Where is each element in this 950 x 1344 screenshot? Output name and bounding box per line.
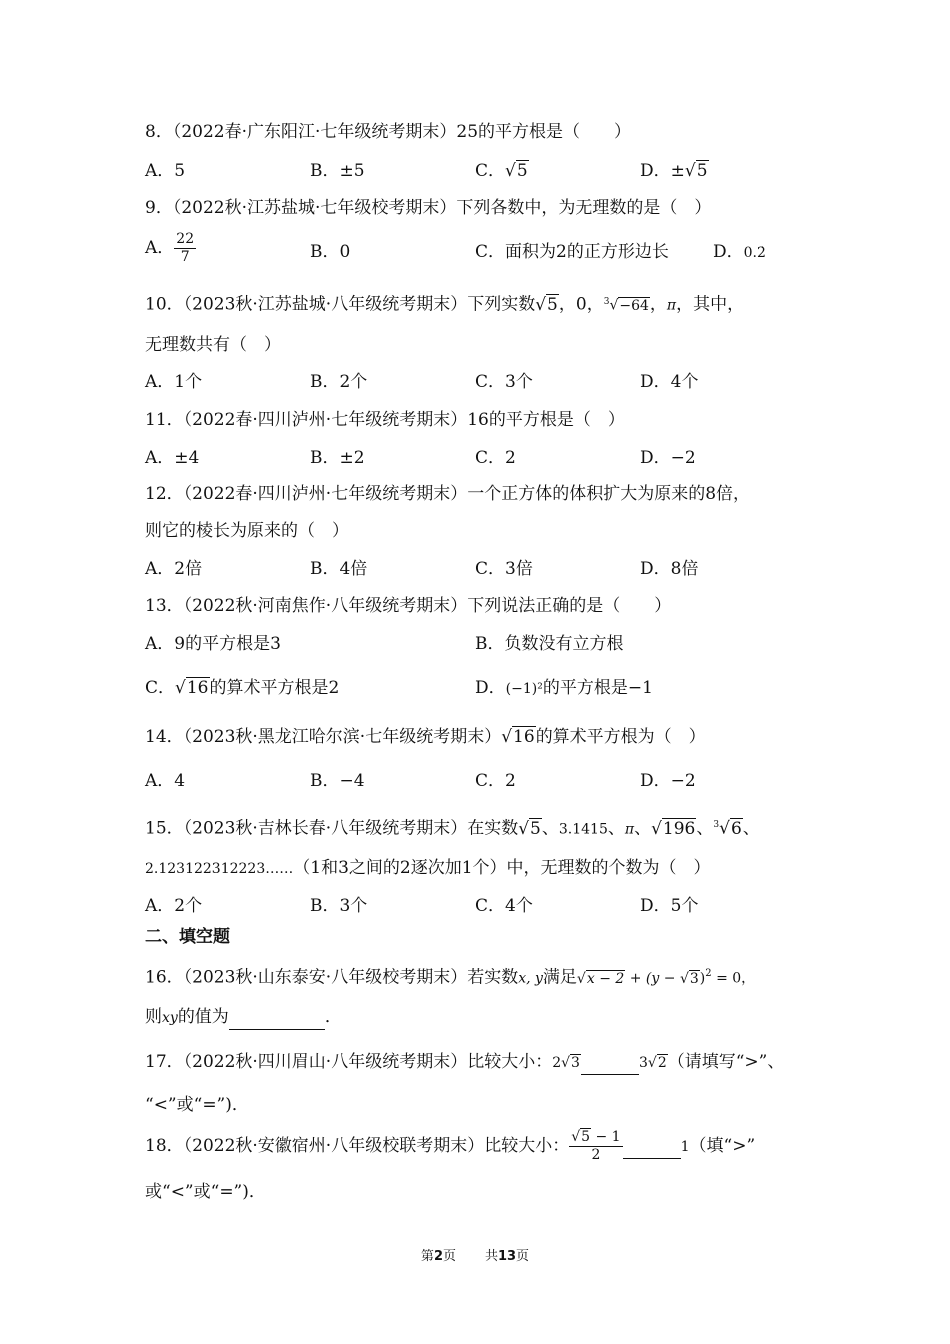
q15-option-b: B．3个 xyxy=(310,896,368,916)
q8-option-b: B．±5 xyxy=(310,161,365,181)
q14-stem-b: 的算术平方根为（ ） xyxy=(535,727,706,747)
q14-stem-a: 14．（2023秋·黑龙江哈尔滨·七年级统考期末） xyxy=(145,727,502,747)
q8-option-d xyxy=(640,159,709,183)
q17-stem-a: 17．（2022秋·四川眉山·八年级统考期末）比较大小： xyxy=(145,1052,553,1072)
q16-stem-line2 xyxy=(145,1005,342,1030)
q9-stem: 9．（2022秋·江苏盐城·七年级校考期末）下列各数中，为无理数的是（ ） xyxy=(145,198,712,218)
q8-c-radical: √5 xyxy=(505,161,528,181)
q16-paren-close: ) xyxy=(699,970,706,987)
q13-d-expr: (−1)² xyxy=(505,681,543,697)
section-heading-fill-in: 二、填空题 xyxy=(145,927,230,947)
q9-option-c: C．面积为2的正方形边长 xyxy=(475,242,669,262)
q10-option-a: A．1个 xyxy=(145,372,203,392)
footer-page-number: 2 xyxy=(433,1249,443,1264)
q12-stem-line2: 则它的棱长为原来的（ ） xyxy=(145,521,349,541)
q8-stem: 8．（2022春·广东阳江·七年级统考期末）25的平方根是（ ） xyxy=(145,122,632,142)
q16-line2-a: 则 xyxy=(145,1007,162,1027)
q15-stem-line2-text: （1和3之间的2逐次加1个）中，无理数的个数为（ ） xyxy=(293,858,711,878)
q18-stem-line2: 或“<”或“=”)． xyxy=(145,1182,266,1202)
q14-option-b: B．−4 xyxy=(310,771,365,791)
q16-equals: = 0， xyxy=(711,970,756,987)
q16-xy: xy xyxy=(162,1010,178,1026)
q12-option-b: B．4倍 xyxy=(310,559,368,579)
q15-sep-4: 、 xyxy=(696,818,714,839)
q10-pi: π xyxy=(666,297,677,314)
q15-radical-1: √5 xyxy=(518,818,541,839)
q18-numerator: √5 − 1 xyxy=(571,1129,621,1145)
q8-option-c xyxy=(475,159,529,183)
q8-c-prefix: C． xyxy=(475,161,506,181)
q16-paren-open: (y − xyxy=(645,970,680,987)
q10-cube-index: 3 xyxy=(603,297,610,307)
q16-radical-2: √3 xyxy=(679,970,699,987)
q13-c-radical: √16 xyxy=(175,678,209,698)
q9-a-denominator: 7 xyxy=(180,249,190,265)
footer-page-prefix: 第 xyxy=(420,1249,434,1264)
q17-rhs-radical: √2 xyxy=(647,1055,667,1071)
q12-option-a: A．2倍 xyxy=(145,559,203,579)
q18-fraction xyxy=(569,1129,622,1164)
q18-stem-b: （填“>” xyxy=(689,1136,756,1156)
q10-cube-root: $^3$√−64 xyxy=(603,297,649,314)
q18-stem-a: 18．（2022秋·安徽宿州·八年级校联考期末）比较大小： xyxy=(145,1136,570,1156)
q14-option-c: C．2 xyxy=(475,771,516,791)
q15-radical-3: √196 xyxy=(651,818,696,839)
q17-lhs-coef: 2 xyxy=(552,1055,562,1071)
page-footer xyxy=(0,1245,950,1264)
q15-cube-index: 3 xyxy=(713,820,720,830)
q11-option-d: D．−2 xyxy=(640,448,696,468)
q8-d-prefix: D．± xyxy=(640,161,685,181)
q12-stem: 12．（2022春·四川泸州·七年级统考期末）一个正方体的体积扩大为原来的8倍， xyxy=(145,484,751,504)
q17-stem-b: （请填写“>”、 xyxy=(667,1052,785,1072)
q11-option-a: A．±4 xyxy=(145,448,200,468)
q10-stem-b: ，其中， xyxy=(676,294,745,315)
q15-sep-3: 、 xyxy=(634,818,652,839)
q15-sep-1: 、 xyxy=(541,818,559,839)
q13-c-suffix: 的算术平方根是2 xyxy=(209,678,340,698)
q9-a-fraction xyxy=(174,231,196,266)
q17-stem-line2: “<”或“=”)． xyxy=(145,1095,249,1115)
footer-total-prefix: 共 xyxy=(484,1249,498,1264)
footer-page-suffix: 页 xyxy=(442,1249,456,1264)
q15-stem-line2 xyxy=(145,856,711,881)
q18-denominator: 2 xyxy=(591,1147,601,1163)
q9-option-a xyxy=(145,231,196,266)
q11-stem: 11．（2022春·四川泸州·七年级统考期末）16的平方根是（ ） xyxy=(145,410,625,430)
q14-stem xyxy=(145,725,706,749)
q16-exponent: 2 xyxy=(705,968,712,979)
q14-radical: √16 xyxy=(501,727,535,747)
q13-d-suffix: 的平方根是−1 xyxy=(542,678,653,698)
q16-stem-b: 满足 xyxy=(542,967,577,988)
q15-option-c: C．4个 xyxy=(475,896,533,916)
q17-answer-blank[interactable] xyxy=(581,1050,639,1075)
q13-c-prefix: C． xyxy=(145,678,176,698)
q15-option-a: A．2个 xyxy=(145,896,203,916)
q15-pi: π xyxy=(624,821,635,838)
q9-d-value: 0.2̇ xyxy=(743,245,766,261)
q10-stem xyxy=(145,290,744,318)
q13-option-c xyxy=(145,676,339,700)
q16-stem-a: 16．（2023秋·山东泰安·八年级校考期末）若实数 xyxy=(145,967,519,988)
q14-option-d: D．−2 xyxy=(640,771,696,791)
q10-mid-1: ，0， xyxy=(558,294,604,315)
q10-option-d: D．4个 xyxy=(640,372,699,392)
q10-radical-1: √5 xyxy=(535,294,558,315)
q16-vars: x, y xyxy=(518,970,543,987)
q10-mid-2: ， xyxy=(649,294,667,315)
q12-option-c: C．3倍 xyxy=(475,559,533,579)
q9-option-b: B．0 xyxy=(310,242,351,262)
q17-rhs-coef: 3 xyxy=(638,1055,648,1071)
q10-option-c: C．3个 xyxy=(475,372,533,392)
q16-radical-1: √x − 2 xyxy=(576,970,625,987)
q15-sep-5: 、 xyxy=(742,818,760,839)
q11-option-b: B．±2 xyxy=(310,448,365,468)
q13-stem: 13．（2022秋·河南焦作·八年级统考期末）下列说法正确的是（ ） xyxy=(145,596,672,616)
q13-option-d xyxy=(475,676,653,701)
q12-option-d: D．8倍 xyxy=(640,559,699,579)
q15-long-number: 2.123122312223…… xyxy=(145,861,294,877)
q18-stem xyxy=(145,1129,755,1164)
q13-d-prefix: D． xyxy=(475,678,506,698)
q16-answer-blank[interactable] xyxy=(229,1005,325,1030)
q15-option-d: D．5个 xyxy=(640,896,699,916)
q16-plus: + xyxy=(625,970,646,987)
q9-a-prefix: A． xyxy=(145,238,175,258)
q9-a-numerator: 22 xyxy=(176,231,195,247)
q15-stem xyxy=(145,813,760,842)
q14-option-a: A．4 xyxy=(145,771,186,791)
q9-option-d xyxy=(713,240,766,265)
q15-cube-root: $^3$√6 xyxy=(713,818,742,839)
q18-rhs: 1 xyxy=(680,1139,690,1155)
q8-option-a: A．5 xyxy=(145,161,186,181)
q15-value-2: 3.1415 xyxy=(558,821,608,838)
footer-total-suffix: 页 xyxy=(516,1249,530,1264)
q17-stem xyxy=(145,1050,784,1075)
q15-sep-2: 、 xyxy=(607,818,625,839)
q8-d-radical: √5 xyxy=(684,161,708,181)
q13-option-b: B．负数没有立方根 xyxy=(475,634,624,654)
q16-line2-b: 的值为 xyxy=(177,1007,229,1027)
q16-stem xyxy=(145,962,755,991)
q16-line2-c: ． xyxy=(324,1007,342,1027)
q10-stem-line2: 无理数共有（ ） xyxy=(145,335,281,355)
q9-d-prefix: D． xyxy=(713,242,744,262)
q10-option-b: B．2个 xyxy=(310,372,368,392)
q17-lhs-radical: √3 xyxy=(561,1055,580,1071)
q18-answer-blank[interactable] xyxy=(623,1134,681,1159)
q11-option-c: C．2 xyxy=(475,448,516,468)
footer-total-number: 13 xyxy=(497,1249,517,1264)
q10-stem-a: 10．（2023秋·江苏盐城·八年级统考期末）下列实数 xyxy=(145,294,536,315)
q13-option-a: A．9的平方根是3 xyxy=(145,634,281,654)
q15-stem-a: 15．（2023秋·吉林长春·八年级统考期末）在实数 xyxy=(145,818,519,839)
